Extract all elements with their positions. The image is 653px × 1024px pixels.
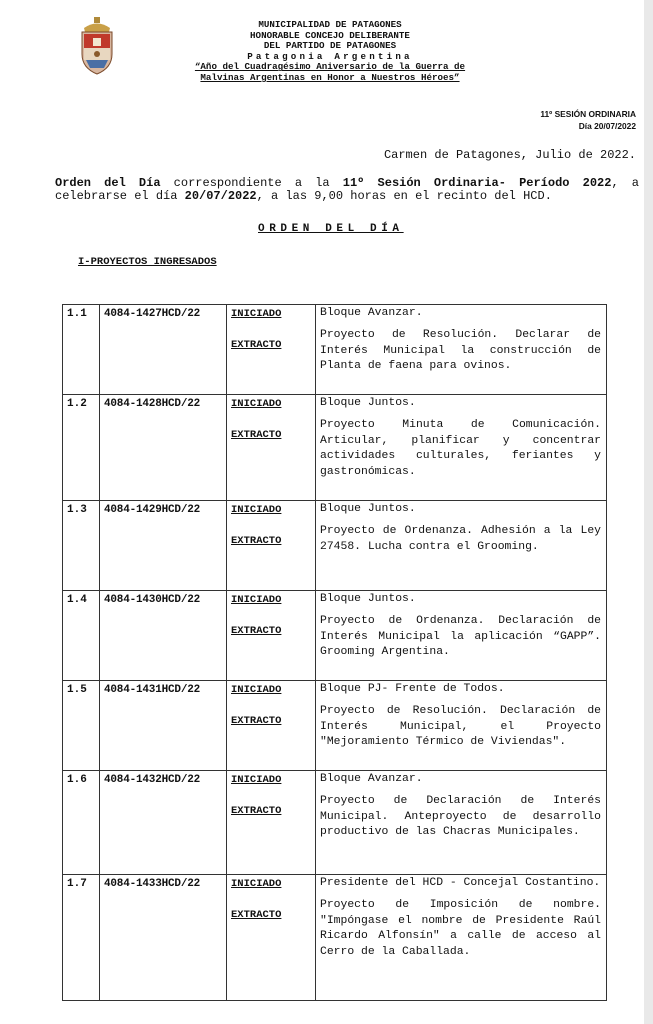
- session-date: Día 20/07/2022: [578, 121, 636, 131]
- iniciado-label: INICIADO: [231, 878, 282, 890]
- intro-paragraph: [55, 177, 639, 203]
- iniciado-label: INICIADO: [231, 684, 282, 696]
- item-number: 1.1: [67, 308, 87, 320]
- intro-text-1: correspondiente a la: [160, 176, 343, 190]
- intro-bold-date: 20/07/2022: [184, 189, 257, 203]
- expediente-number: 4084-1432HCD/22: [104, 774, 201, 786]
- session-info: [540, 108, 636, 132]
- labels-cell: [227, 681, 316, 771]
- extract-text: Proyecto de Ordenanza. Adhesión a la Ley 27458. Lucha contra el Grooming.: [320, 525, 601, 553]
- extracto-label: EXTRACTO: [231, 429, 282, 441]
- item-number: 1.4: [67, 594, 87, 606]
- session-label: 11º SESIÓN ORDINARIA: [540, 109, 636, 119]
- expediente-cell: [100, 771, 227, 875]
- table-row: [63, 501, 607, 591]
- item-number-cell: [63, 875, 100, 1001]
- labels-cell: [227, 771, 316, 875]
- initiator-text: Bloque PJ- Frente de Todos.: [320, 683, 505, 695]
- iniciado-label: INICIADO: [231, 398, 282, 410]
- expediente-number: 4084-1431HCD/22: [104, 684, 201, 696]
- content-cell: [316, 501, 607, 591]
- intro-bold-order: Orden del Día: [55, 176, 161, 190]
- iniciado-label: INICIADO: [231, 594, 282, 606]
- content-cell: [316, 305, 607, 395]
- item-number: 1.2: [67, 398, 87, 410]
- labels-cell: [227, 501, 316, 591]
- extract-text: Proyecto Minuta de Comunicación. Articular, planificar y concentrar actividades culturales, feriantes y gastronómicas.: [320, 419, 601, 478]
- table-row: [63, 771, 607, 875]
- content-cell: [316, 395, 607, 501]
- table-row: [63, 875, 607, 1001]
- initiator-text: Bloque Juntos.: [320, 397, 416, 409]
- table-row: [63, 305, 607, 395]
- letterhead: [120, 20, 540, 84]
- item-number-cell: [63, 395, 100, 501]
- item-number-cell: [63, 591, 100, 681]
- labels-cell: [227, 591, 316, 681]
- initiator-text: Bloque Juntos.: [320, 503, 416, 515]
- place-date: Carmen de Patagones, Julio de 2022.: [383, 148, 636, 162]
- content-cell: [316, 875, 607, 1001]
- expediente-cell: [100, 681, 227, 771]
- item-number-cell: [63, 305, 100, 395]
- table-row: [63, 395, 607, 501]
- expediente-cell: [100, 395, 227, 501]
- expediente-cell: [100, 875, 227, 1001]
- item-number: 1.7: [67, 878, 87, 890]
- intro-text-3: , a las 9,00 horas en el recinto del HCD.: [256, 189, 552, 203]
- extract-text: Proyecto de Resolución. Declarar de Interés Municipal la construcción de Planta de faena para ovinos.: [320, 329, 601, 373]
- projects-table: [62, 304, 607, 1001]
- initiator-text: Presidente del HCD - Concejal Costantino.: [320, 877, 601, 889]
- item-number-cell: [63, 501, 100, 591]
- extract-text: Proyecto de Resolución. Declaración de Interés Municipal, el Proyecto "Mejoramiento Térmico de Viviendas".: [320, 705, 601, 749]
- extract-text: Proyecto de Ordenanza. Declaración de Interés Municipal la aplicación “GAPP”. Grooming Argentina.: [320, 615, 601, 659]
- region-name: Patagonia Argentina: [247, 50, 413, 62]
- page-edge-shadow: [644, 0, 653, 1024]
- district-name: DEL PARTIDO DE PATAGONES: [263, 40, 397, 52]
- extract-text: Proyecto de Imposición de nombre. "Impóngase el nombre de Presidente Raúl Ricardo Alfonsín" a calle de acceso al Cerro de la Caballada.: [320, 899, 601, 958]
- extract-text: Proyecto de Declaración de Interés Municipal. Anteproyecto de desarrollo productivo de las Chacras Municipales.: [320, 795, 601, 839]
- extracto-label: EXTRACTO: [231, 339, 282, 351]
- iniciado-label: INICIADO: [231, 504, 282, 516]
- initiator-text: Bloque Juntos.: [320, 593, 416, 605]
- extracto-label: EXTRACTO: [231, 715, 282, 727]
- extracto-label: EXTRACTO: [231, 909, 282, 921]
- extracto-label: EXTRACTO: [231, 625, 282, 637]
- iniciado-label: INICIADO: [231, 774, 282, 786]
- expediente-cell: [100, 591, 227, 681]
- extracto-label: EXTRACTO: [231, 535, 282, 547]
- expediente-number: 4084-1428HCD/22: [104, 398, 201, 410]
- expediente-cell: [100, 501, 227, 591]
- initiator-text: Bloque Avanzar.: [320, 773, 423, 785]
- year-motto-line1: “Año del Cuadragésimo Aniversario de la Guerra de: [194, 61, 466, 73]
- municipal-crest-logo: [78, 16, 116, 76]
- labels-cell: [227, 395, 316, 501]
- iniciado-label: INICIADO: [231, 308, 282, 320]
- initiator-text: Bloque Avanzar.: [320, 307, 423, 319]
- year-motto-line2: Malvinas Argentinas en Honor a Nuestros Héroes”: [200, 71, 460, 83]
- intro-bold-session: 11º Sesión Ordinaria- Período 2022: [342, 176, 612, 190]
- table-row: [63, 681, 607, 771]
- municipality-name: MUNICIPALIDAD DE PATAGONES: [258, 19, 402, 30]
- extracto-label: EXTRACTO: [231, 805, 282, 817]
- expediente-number: 4084-1427HCD/22: [104, 308, 201, 320]
- council-name: HONORABLE CONCEJO DELIBERANTE: [250, 29, 410, 41]
- item-number-cell: [63, 681, 100, 771]
- section-heading: I-PROYECTOS INGRESADOS: [78, 256, 217, 268]
- labels-cell: [227, 875, 316, 1001]
- content-cell: [316, 771, 607, 875]
- table-row: [63, 591, 607, 681]
- document-title: ORDEN DEL DÍA: [258, 223, 404, 235]
- item-number: 1.5: [67, 684, 87, 696]
- item-number: 1.3: [67, 504, 87, 516]
- item-number: 1.6: [67, 774, 87, 786]
- expediente-number: 4084-1433HCD/22: [104, 878, 201, 890]
- content-cell: [316, 681, 607, 771]
- item-number-cell: [63, 771, 100, 875]
- expediente-cell: [100, 305, 227, 395]
- expediente-number: 4084-1430HCD/22: [104, 594, 201, 606]
- labels-cell: [227, 305, 316, 395]
- expediente-number: 4084-1429HCD/22: [104, 504, 201, 516]
- intro-text-2: , a celebrarse el día: [55, 176, 639, 203]
- content-cell: [316, 591, 607, 681]
